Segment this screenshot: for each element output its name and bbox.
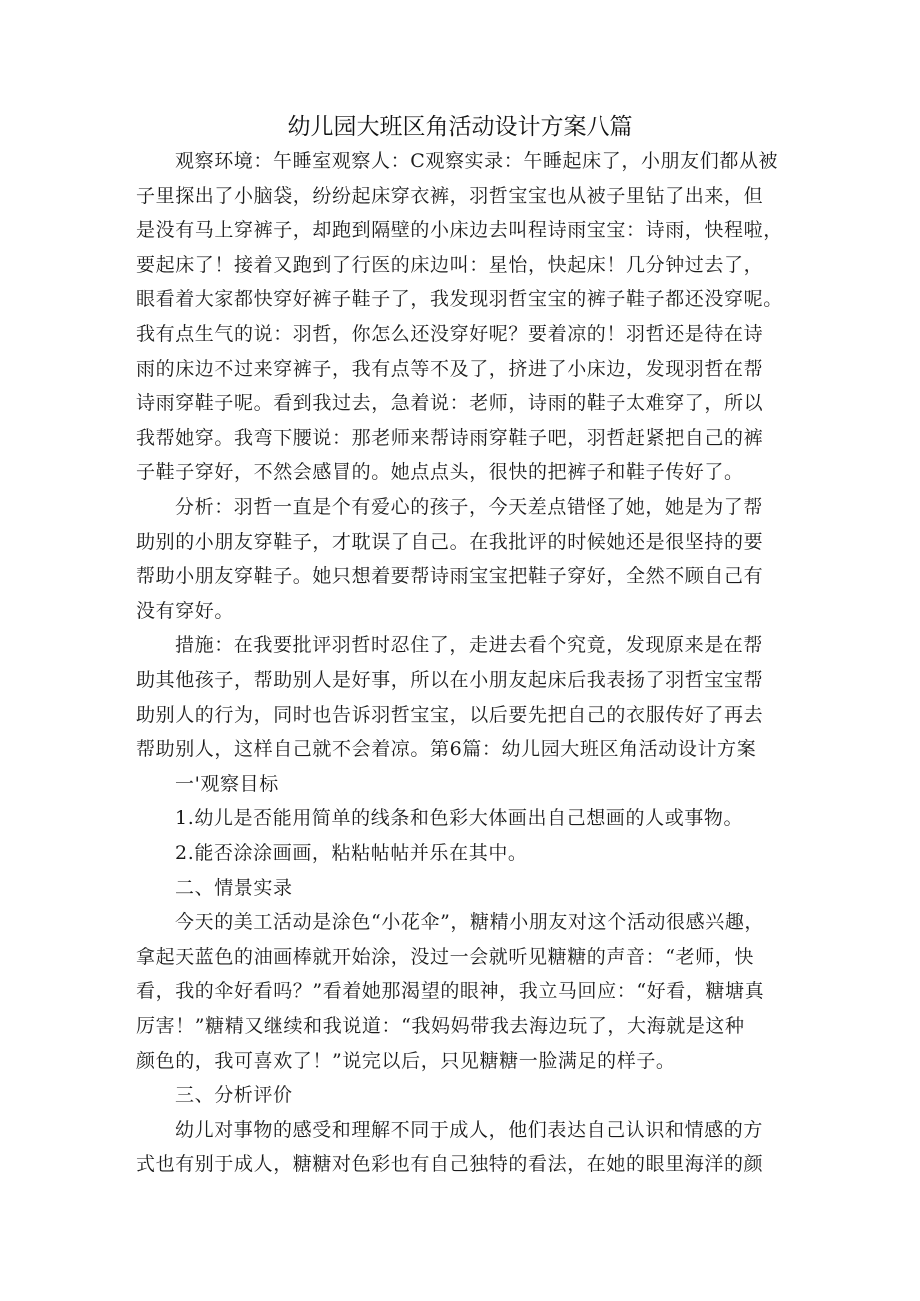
- body-text-line: 我帮她穿。我弯下腰说：那老师来帮诗雨穿鞋子吧，羽哲赶紧把自己的裤: [136, 427, 764, 449]
- body-text-line: 子鞋子穿好，不然会感冒的。她点点头，很快的把裤子和鞋子传好了。: [136, 461, 744, 483]
- body-text-line: 助别人的行为，同时也告诉羽哲宝宝，以后要先把自己的衣服传好了再去: [136, 704, 764, 726]
- body-text-line: 子里探出了小脑袋，纷纷起床穿衣裤，羽哲宝宝也从被子里钻了出来，但: [136, 185, 764, 207]
- body-text-line: 颜色的，我可喜欢了！”说完以后，只见糖糖一脸满足的样子。: [136, 1050, 676, 1072]
- body-text-line: 式也有别于成人，糖糖对色彩也有自己独特的看法，在她的眼里海洋的颜: [136, 1153, 764, 1175]
- body-text-line: 厉害！”糖精又继续和我说道：“我妈妈带我去海边玩了，大海就是这种: [136, 1015, 745, 1037]
- document-title: 幼儿园大班区角活动设计方案八篇: [287, 114, 633, 140]
- body-text-line: 是没有马上穿裤子，却跑到隔壁的小床边去叫程诗雨宝宝：诗雨，快程啦，: [136, 219, 783, 241]
- body-text-line: 2.能否涂涂画画，粘粘帖帖并乐在其中。: [175, 842, 528, 864]
- body-text-line: 二、情景实录: [175, 877, 293, 899]
- body-text-line: 分析：羽哲一直是个有爱心的孩子，今天差点错怪了她，她是为了帮: [175, 496, 764, 518]
- body-text-line: 雨的床边不过来穿裤子，我有点等不及了，挤进了小床边，发现羽哲在帮: [136, 358, 764, 380]
- body-text-line: 诗雨穿鞋子呢。看到我过去，急着说：老师，诗雨的鞋子太难穿了，所以: [136, 392, 764, 414]
- body-text-line: 三、分析评价: [175, 1084, 293, 1106]
- body-text-line: 助其他孩子，帮助别人是好事，所以在小朋友起床后我表扬了羽哲宝宝帮: [136, 669, 764, 691]
- body-text-line: 今天的美工活动是涂色“小花伞”，糖精小朋友对这个活动很感兴趣，: [175, 911, 765, 933]
- body-text-line: 我有点生气的说：羽哲，你怎么还没穿好呢？要着凉的！羽哲还是待在诗: [136, 323, 764, 345]
- body-text-line: 1.幼儿是否能用简单的线条和色彩大体画出自己想画的人或事物。: [175, 807, 744, 829]
- body-text-line: 要起床了！接着又跑到了行医的床边叫：星怡，快起床！几分钟过去了，: [136, 254, 764, 276]
- body-text-line: 没有穿好。: [136, 600, 235, 622]
- body-text-line: 帮助小朋友穿鞋子。她只想着要帮诗雨宝宝把鞋子穿好，全然不顾自己有: [136, 565, 764, 587]
- body-text-line: 一'观察目标: [175, 773, 279, 795]
- body-text-line: 看，我的伞好看吗？”看着她那渴望的眼神，我立马回应：“好看，糖塘真: [136, 980, 765, 1002]
- body-text-line: 帮助别人，这样自己就不会着凉。第6篇：幼儿园大班区角活动设计方案: [136, 738, 757, 760]
- body-text-line: 幼儿对事物的感受和理解不同于成人，他们表达自己认识和情感的方: [175, 1119, 764, 1141]
- body-text-line: 助别的小朋友穿鞋子，才耽误了自己。在我批评的时候她还是很坚持的要: [136, 531, 764, 553]
- body-text-line: 观察环境：午睡室观察人：C观察实录：午睡起床了，小朋友们都从被: [175, 150, 779, 172]
- body-text-line: 拿起天蓝色的油画棒就开始涂，没过一会就听见糖糖的声音：“老师，快: [136, 946, 754, 968]
- body-text-line: 措施：在我要批评羽哲时忍住了，走进去看个究竟，发现原来是在帮: [175, 634, 764, 656]
- body-text-line: 眼看着大家都快穿好裤子鞋子了，我发现羽哲宝宝的裤子鞋子都还没穿呢。: [136, 288, 783, 310]
